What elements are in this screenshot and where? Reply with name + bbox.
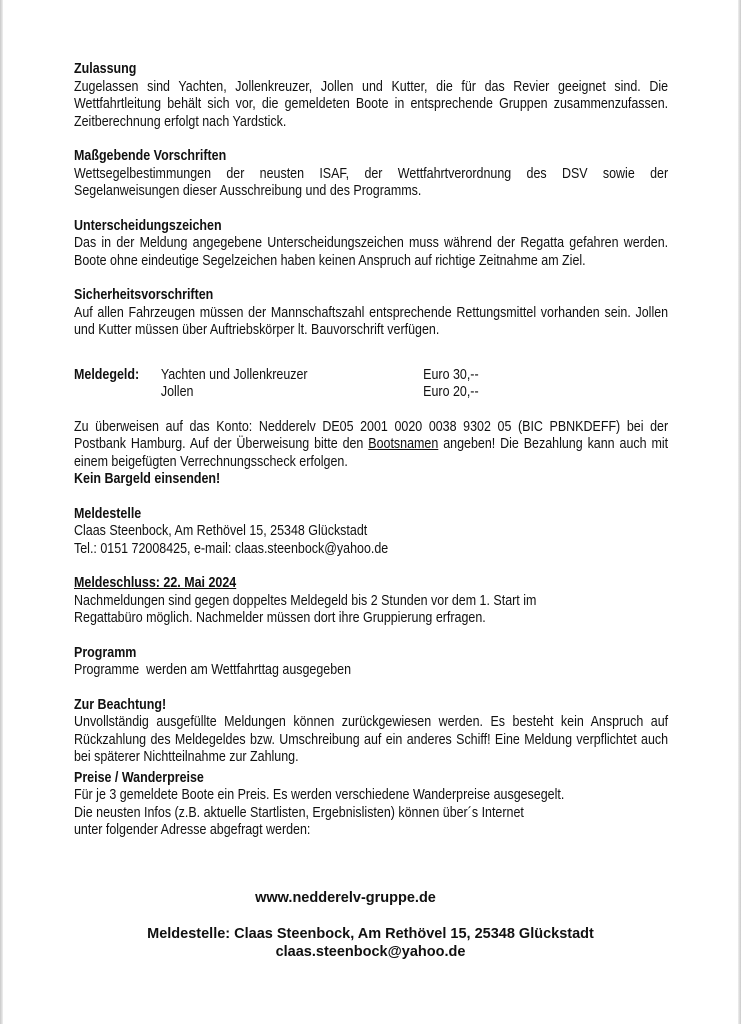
section-heading: Zur Beachtung! [74,696,167,713]
fee-label: Meldegeld: [74,366,140,383]
section-beachtung [74,697,668,767]
fee-row [74,367,668,385]
section-sicherheit [74,287,668,340]
fee-price: Euro 20,-- [423,384,479,400]
document-body [74,61,668,840]
section-payment [74,419,668,489]
section-preise [74,770,668,840]
section-body: Das in der Meldung angegebene Unterscheidungszeichen muss während der Regatta gefahren werden. Boote ohne eindeutige Segelzeichen haben keinen Anspruch auf richtige Zeitnahme am Ziel. [74,235,669,269]
section-heading: Unterscheidungszeichen [74,217,222,234]
section-heading: Zulassung [74,61,137,77]
section-body: Zugelassen sind Yachten, Jollenkreuzer, Jollen und Kutter, die für das Revier geeignet sind. Die Wettfahrtleitung behält sich vor, die gemeldeten Boote in entsprechende Gruppen zusammenzufassen. Zeitberechnung erfolgt nach Yardstick. [74,78,669,130]
website-link[interactable]: www.nedderelv-gruppe.de [255,890,436,906]
preise-line2: Die neusten Infos (z.B. aktuelle Startlisten, Ergebnislisten) können über´s Internet unter folgender Adresse abgefragt werden: [74,804,524,838]
footer-address: Meldestelle: Claas Steenbock, Am Rethövel 15, 25348 Glückstadt [147,926,594,942]
payment-text [74,419,668,472]
section-heading: Sicherheitsvorschriften [74,287,214,303]
fee-item: Jollen [160,384,194,400]
section-meldestelle [74,506,668,559]
footer-email[interactable]: claas.steenbock@yahoo.de [275,943,466,960]
condensed-wrapper [74,61,668,840]
fee-table [74,367,668,402]
section-heading: Meldeschluss: 22. Mai 2024 [74,575,237,591]
section-body: Wettsegelbestimmungen der neusten ISAF, der Wettfahrtverordnung des DSV sowie der Segelanweisungen dieser Ausschreibung und des Programms. [74,165,669,199]
section-body: Nachmeldungen sind gegen doppeltes Meldegeld bis 2 Stunden vor dem 1. Start im Regattabüro möglich. Nachmelder müssen dort ihre Gruppierung erfragen. [74,592,537,626]
section-zulassung [74,61,668,131]
payment-warning: Kein Bargeld einsenden! [74,471,221,487]
payment-text-after: angeben! Die Bezahlung kann auch mit einem beigefügten Verrechnungsscheck erfolgen. [74,436,669,470]
section-heading: Preise / Wanderpreise [74,769,204,786]
section-body: Programme werden am Wettfahrttag ausgegeben [74,662,352,678]
section-body: Unvollständig ausgefüllte Meldungen können zurückgewiesen werden. Es besteht kein Anspruch auf Rückzahlung des Meldegeldes bzw. Umschreibung auf ein anderes Schiff! Eine Meldung verpflichtet auch bei späterer Nichtteilnahme zur Zahlung. [74,714,669,765]
section-heading: Programm [74,644,137,661]
section-vorschriften [74,148,668,201]
fee-price: Euro 30,-- [423,366,479,383]
payment-text-before: Zu überweisen auf das Konto: Nedderelv DE05 2001 0020 0038 9302 05 (BIC PBNKDEFF) bei der Postbank Hamburg. Auf der Überweisung bitte den [74,418,669,452]
section-heading: Maßgebende Vorschriften [74,148,227,164]
fee-item: Yachten und Jollenkreuzer [160,366,308,383]
meldestelle-address: Claas Steenbock, Am Rethövel 15, 25348 Glückstadt [74,523,368,539]
section-body: Auf allen Fahrzeugen müssen der Mannschaftszahl entsprechende Rettungsmittel vorhanden sein. Jollen und Kutter müssen über Auftriebskörper lt. Bauvorschrift verfügen. [74,304,669,338]
preise-line1: Für je 3 gemeldete Boote ein Preis. Es werden verschiedene Wanderpreise ausgesegelt. [74,787,565,803]
bootsnamen-underlined: Bootsnamen [368,436,439,452]
fee-row [74,384,668,402]
section-meldeschluss [74,575,668,628]
meldestelle-contact: Tel.: 0151 72008425, e-mail: claas.steenbock@yahoo.de [74,540,389,557]
page-edge-left [0,0,3,1024]
section-heading: Meldestelle [74,505,142,522]
section-unterscheidungszeichen [74,218,668,271]
footer-address-block [0,926,741,961]
section-programm [74,645,668,680]
